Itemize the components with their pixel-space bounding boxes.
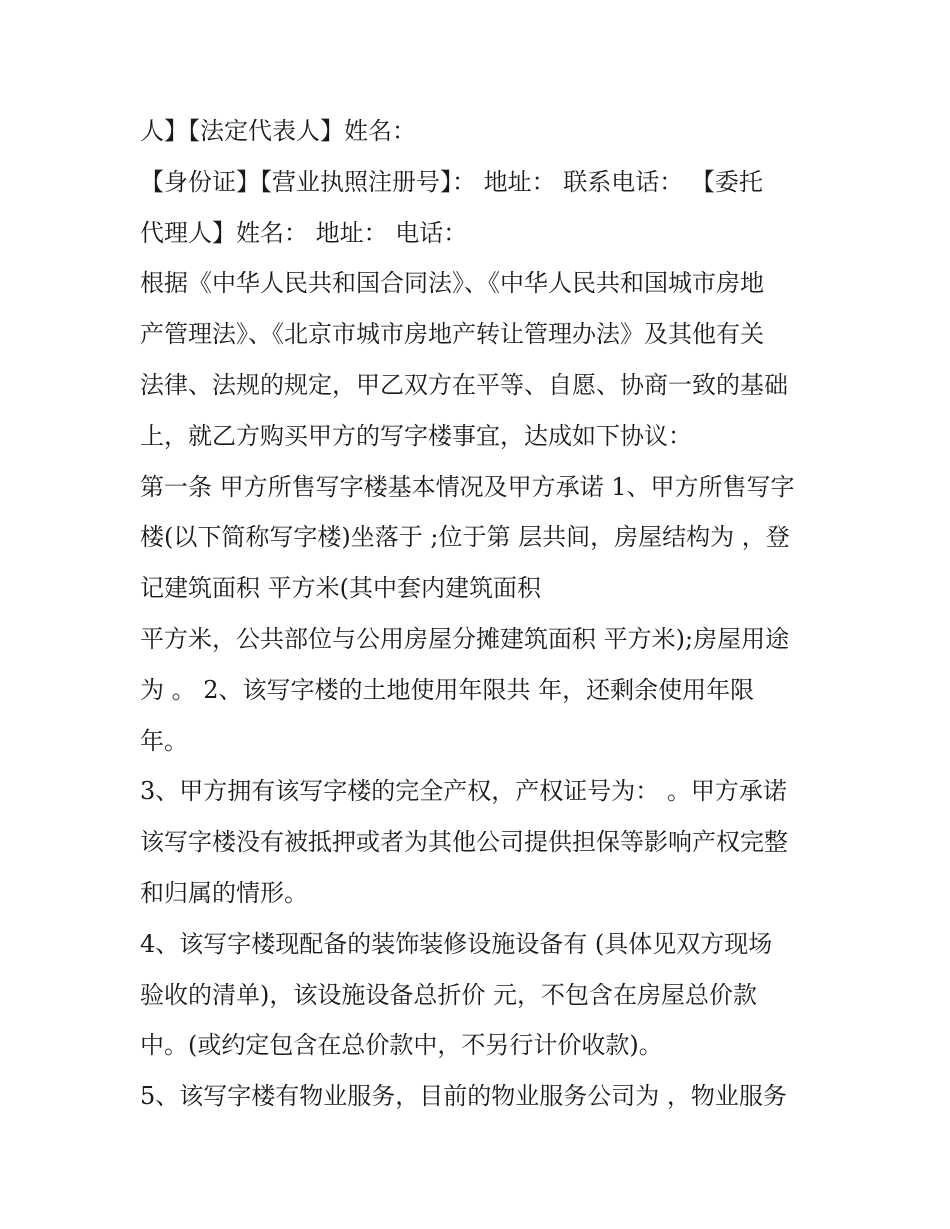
text-line: 中。(或约定包含在总价款中，不另行计价收款)。 [140,1031,663,1060]
text-line: 5、该写字楼有物业服务，目前的物业服务公司为 ，物业服务 [140,1082,787,1111]
contract-body-text [140,106,820,1122]
text-line: 平方米，公共部位与公用房屋分摊建筑面积 平方米);房屋用途 [140,624,790,653]
text-line: 根据《中华人民共和国合同法》、《中华人民共和国城市房地 [140,269,764,298]
text-line: 和归属的情形。 [140,878,308,907]
text-line: 法律、法规的规定，甲乙双方在平等、自愿、协商一致的基础 [140,370,788,399]
text-line: 第一条 甲方所售写字楼基本情况及甲方承诺 1、甲方所售写字 [140,472,795,501]
text-line: 年。 [140,726,188,755]
text-line: 该写字楼没有被抵押或者为其他公司提供担保等影响产权完整 [140,828,788,857]
text-line: 3、甲方拥有该写字楼的完全产权，产权证号为： 。甲方承诺 [140,777,787,806]
text-line: 验收的清单)，该设施设备总折价 元，不包含在房屋总价款 [140,980,757,1009]
text-line: 【身份证】【营业执照注册号】： 地址： 联系电话： 【委托 [140,167,763,196]
text-line: 人】【法定代表人】姓名： [140,117,416,145]
text-line: 记建筑面积 平方米(其中套内建筑面积 [140,574,541,603]
text-line: 产管理法》、《北京市城市房地产转让管理办法》及其他有关 [140,320,764,349]
text-line: 为 。 2、该写字楼的土地使用年限共 年，还剩余使用年限 [140,675,755,704]
text-line: 上，就乙方购买甲方的写字楼事宜，达成如下协议： [140,421,692,450]
text-line: 4、该写字楼现配备的装饰装修设施设备有 (具体见双方现场 [140,929,773,958]
text-line: 代理人】姓名： 地址： 电话： [140,218,468,247]
text-line: 楼(以下简称写字楼)坐落于 ;位于第 层共间，房屋结构为 ，登 [140,523,790,552]
